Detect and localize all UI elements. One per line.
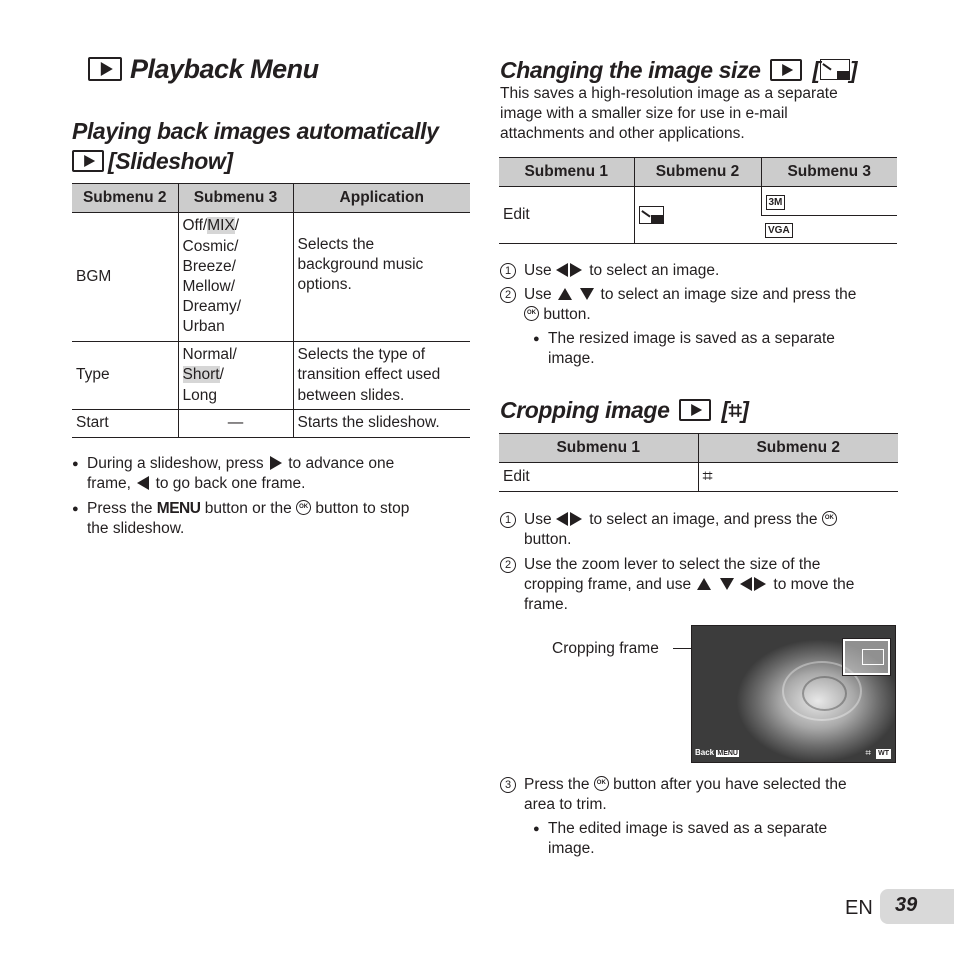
slideshow-table — [72, 183, 470, 438]
crop-icon: ⌗ — [702, 465, 713, 486]
resize-icon — [639, 206, 664, 224]
crop-icon: ⌗ — [728, 397, 742, 423]
right-arrow-icon — [570, 512, 582, 526]
cell-sub2: Type — [72, 342, 178, 410]
cell-app: Selects the type of transition effect used between slides. — [293, 342, 470, 410]
cell-sub3 — [761, 216, 897, 244]
cell-sub1: Edit — [499, 187, 634, 244]
cell-sub1: Edit — [499, 463, 698, 492]
slideshow-title-line1: Playing back images automatically — [72, 118, 439, 144]
crop-icon: ⌗ — [865, 748, 871, 759]
page-number: 39 — [895, 894, 918, 916]
cropping-frame-label: Cropping frame — [552, 640, 659, 657]
cropping-title-text: Cropping image — [500, 397, 670, 423]
cell-sub3: Normal/ Short/ Long — [178, 342, 293, 410]
right-arrow-icon — [754, 577, 766, 591]
image-size-bullet: ● The resized image is saved as a separate image. — [533, 329, 893, 369]
cell-sub2 — [634, 187, 761, 244]
table-row — [499, 463, 898, 492]
zoom-wt-icon: WT — [878, 750, 889, 757]
cell-sub2 — [698, 463, 898, 492]
ok-button-icon: OK — [296, 500, 311, 515]
table-row — [72, 342, 470, 410]
image-size-title: Changing the image size [ ] — [500, 57, 857, 83]
down-arrow-icon — [580, 288, 594, 300]
language-label: EN — [845, 897, 873, 919]
playback-icon — [770, 59, 802, 81]
image-size-step-2: 2 Use to select an image size and press the OK button. — [500, 285, 900, 325]
step-number: 3 — [500, 777, 516, 793]
cropping-step-1: 1 Use to select an image, and press the OK button. — [500, 510, 900, 550]
col-header: Submenu 1 — [499, 434, 698, 463]
image-size-title-text: Changing the image size — [500, 57, 761, 83]
col-header: Application — [293, 184, 470, 213]
left-arrow-icon — [556, 263, 568, 277]
highlight-default: MIX — [207, 217, 235, 235]
table-row — [72, 213, 470, 342]
image-size-table — [499, 157, 897, 244]
cell-app: Starts the slideshow. — [293, 410, 470, 438]
page-title-text: Playback Menu — [130, 54, 319, 84]
ok-button-icon: OK — [594, 776, 609, 791]
step-number: 1 — [500, 512, 516, 528]
up-arrow-icon — [697, 578, 711, 590]
table-row — [72, 410, 470, 438]
image-size-description: This saves a high-resolution image as a separate image with a smaller size for use in e-mail attachments and other applications. — [500, 85, 838, 142]
playback-icon — [72, 150, 104, 172]
left-arrow-icon — [137, 476, 149, 490]
highlight-default: Short — [182, 366, 220, 384]
playback-icon — [88, 57, 122, 81]
cell-sub3: Off/MIX/ Cosmic/ Breeze/ Mellow/ Dreamy/ Urban — [178, 213, 293, 342]
cropping-frame-overlay — [843, 639, 890, 675]
cropping-step-2: 2 Use the zoom lever to select the size of the cropping frame, and use to move the frame. — [500, 555, 900, 615]
menu-button-label: MENU — [156, 500, 201, 517]
size-vga-icon: VGA — [765, 223, 793, 238]
resize-icon — [820, 59, 850, 80]
ok-button-icon: OK — [822, 511, 837, 526]
up-arrow-icon — [558, 288, 572, 300]
step-number: 1 — [500, 263, 516, 279]
right-arrow-icon — [570, 263, 582, 277]
image-size-step-1: 1 Use to select an image. — [500, 261, 900, 281]
col-header: Submenu 3 — [178, 184, 293, 213]
cell-sub3: — — [178, 410, 293, 438]
playback-icon — [679, 399, 711, 421]
cell-app: Selects the background music options. — [293, 213, 470, 342]
slideshow-bullet-2: ● Press the MENU button or the OK button to stop the slideshow. — [72, 499, 472, 539]
col-header: Submenu 2 — [698, 434, 898, 463]
slideshow-title-line2: [Slideshow] — [108, 148, 233, 174]
col-header: Submenu 2 — [634, 158, 761, 187]
size-3m-icon: 3M — [766, 195, 786, 210]
cropping-bullet: ● The edited image is saved as a separate image. — [533, 819, 893, 859]
col-header: Submenu 2 — [72, 184, 178, 213]
down-arrow-icon — [720, 578, 734, 590]
step-number: 2 — [500, 287, 516, 303]
cell-sub3 — [761, 187, 897, 216]
right-arrow-icon — [270, 456, 282, 470]
left-arrow-icon — [556, 512, 568, 526]
cropping-table — [499, 433, 898, 492]
cell-sub2: Start — [72, 410, 178, 438]
table-row — [499, 187, 897, 216]
slideshow-bullet-1: ● During a slideshow, press to advance one frame, to go back one frame. — [72, 454, 472, 494]
cropping-step-3: 3 Press the OK button after you have selected the area to trim. — [500, 775, 900, 815]
page-title — [88, 52, 319, 86]
rose-petal — [802, 676, 847, 711]
cell-sub2: BGM — [72, 213, 178, 342]
cropping-title: Cropping image [⌗] — [500, 397, 749, 423]
ok-button-icon: OK — [524, 306, 539, 321]
col-header: Submenu 3 — [761, 158, 897, 187]
left-arrow-icon — [740, 577, 752, 591]
back-label: Back MENU — [695, 748, 738, 757]
slideshow-title — [72, 116, 438, 176]
cropping-preview-image — [691, 625, 896, 763]
col-header: Submenu 1 — [499, 158, 634, 187]
step-number: 2 — [500, 557, 516, 573]
